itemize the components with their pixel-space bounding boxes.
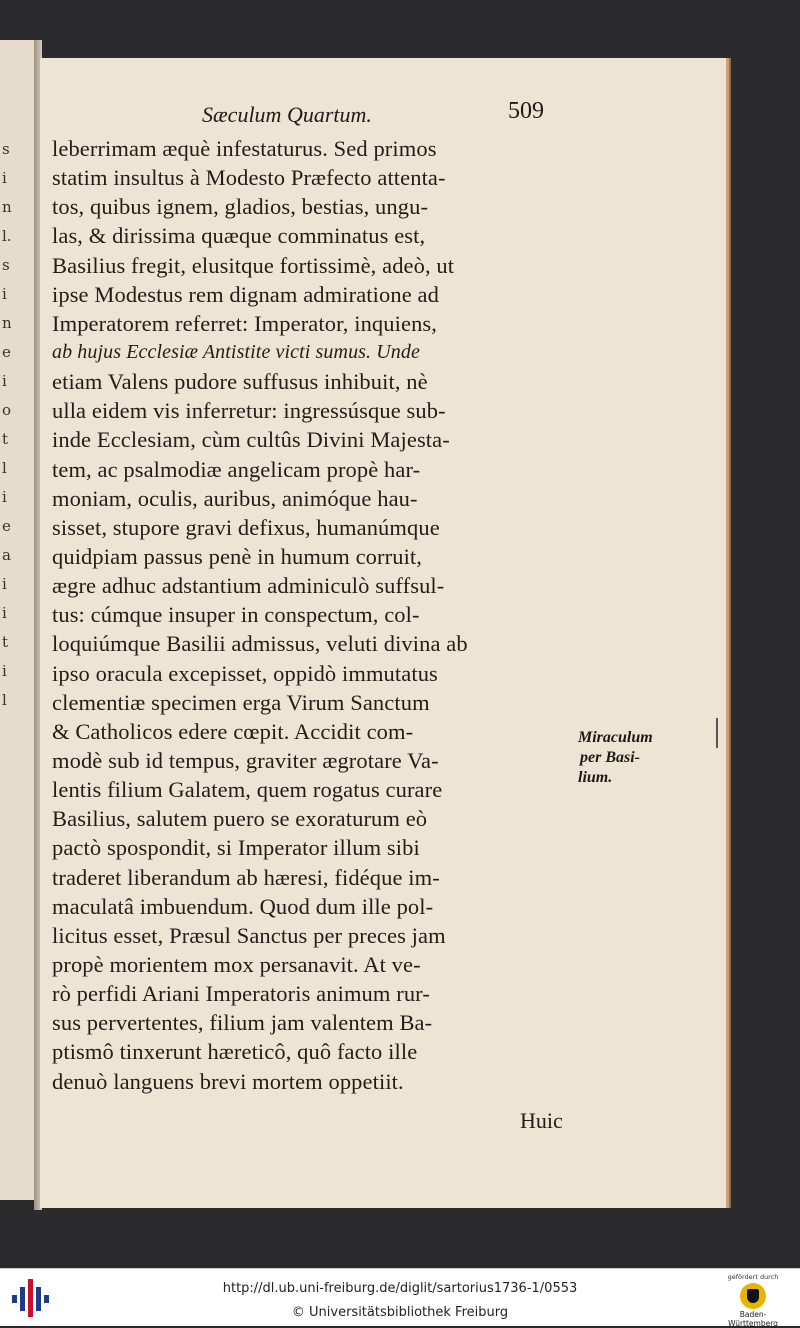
sponsor-block[interactable] bbox=[716, 1273, 790, 1328]
left-page-fragment: s bbox=[2, 140, 10, 158]
body-text bbox=[52, 134, 572, 1096]
left-page-fragment: i bbox=[2, 575, 7, 593]
text-line: tos, quibus ignem, gladios, bestias, ungu- bbox=[52, 194, 429, 220]
text-line: rò perfidi Ariani Imperatoris animum rur- bbox=[52, 981, 430, 1007]
marginal-note-line: per Basi- bbox=[580, 749, 640, 766]
left-page-fragment: i bbox=[2, 488, 7, 506]
text-line: ipse Modestus rem dignam admiratione ad bbox=[52, 281, 439, 307]
sponsor-label: gefördert durch bbox=[727, 1273, 779, 1281]
viewer-footer bbox=[0, 1268, 800, 1326]
left-page-fragment: n bbox=[2, 198, 12, 216]
left-page-fragment: i bbox=[2, 372, 7, 390]
text-line: statim insultus à Modesto Præfecto attenta- bbox=[52, 165, 446, 191]
marginal-note-line: lium. bbox=[578, 769, 613, 786]
left-page-fragment: a bbox=[2, 546, 11, 564]
text-line: maculatâ imbuendum. Quod dum ille pol- bbox=[52, 893, 434, 919]
text-line: sisset, stupore gravi defixus, humanúmque bbox=[52, 514, 440, 540]
left-page-fragment: i bbox=[2, 285, 7, 303]
page-header bbox=[40, 98, 726, 132]
page-edge-mark bbox=[716, 718, 718, 748]
book-page bbox=[40, 58, 729, 1208]
text-line: Basilius fregit, elusitque fortissimè, adeò, ut bbox=[52, 252, 455, 278]
sponsor-name: Baden-Württemberg bbox=[728, 1310, 778, 1328]
left-page-fragment: t bbox=[2, 633, 9, 651]
text-line: quidpiam passus penè in humum corruit, bbox=[52, 543, 422, 569]
text-line: & Catholicos edere cœpit. Accidit com- bbox=[52, 718, 414, 744]
text-line: modè sub id tempus, graviter ægrotare Va- bbox=[52, 747, 439, 773]
text-line: propè morientem mox persanavit. At ve- bbox=[52, 951, 421, 977]
marginal-note bbox=[578, 728, 718, 788]
left-page-fragment: i bbox=[2, 604, 7, 622]
text-line: leberrimam æquè infestaturus. Sed primos bbox=[52, 136, 437, 161]
text-line: sus pervertentes, filium jam valentem Ba- bbox=[52, 1010, 433, 1036]
text-line: inde Ecclesiam, cùm cultûs Divini Majesta- bbox=[52, 427, 450, 453]
text-line: ulla eidem vis inferretur: ingressúsque sub- bbox=[52, 398, 446, 424]
text-line: ptismô tinxerunt hæreticô, quô facto ille bbox=[52, 1039, 418, 1065]
page-number: 509 bbox=[508, 98, 544, 124]
catchword: Huic bbox=[520, 1108, 563, 1133]
text-line: Basilius, salutem puero se exoraturum eò bbox=[52, 806, 428, 832]
left-page-fragment: l. bbox=[2, 227, 12, 245]
text-line: ab hujus Ecclesiæ Antistite victi sumus. Unde bbox=[52, 340, 420, 363]
left-page-fragment: t bbox=[2, 430, 9, 448]
left-page-edge bbox=[0, 40, 36, 1200]
left-page-fragment: s bbox=[2, 256, 10, 274]
left-page-fragment: l bbox=[2, 691, 7, 709]
copyright-notice: © Universitätsbibliothek Freiburg bbox=[291, 1305, 509, 1320]
left-page-fragment: e bbox=[2, 517, 11, 535]
state-crest-icon bbox=[740, 1283, 766, 1309]
running-head: Sæculum Quartum. bbox=[202, 102, 372, 127]
text-line: lentis filium Galatem, quem rogatus curare bbox=[52, 777, 443, 803]
left-page-fragment: o bbox=[2, 401, 12, 419]
text-line: licitus esset, Præsul Sanctus per preces jam bbox=[52, 922, 446, 948]
text-line: tus: cúmque insuper in conspectum, col- bbox=[52, 602, 420, 628]
left-page-fragment: i bbox=[2, 169, 7, 187]
text-line: loquiúmque Basilii admissus, veluti divina ab bbox=[52, 631, 468, 657]
text-line: denuò languens brevi mortem oppetiit. bbox=[52, 1068, 404, 1094]
left-page-fragment: n bbox=[2, 314, 12, 332]
text-line: etiam Valens pudore suffusus inhibuit, nè bbox=[52, 369, 428, 395]
text-line: tem, ac psalmodiæ angelicam propè har- bbox=[52, 456, 421, 482]
left-page-fragment: e bbox=[2, 343, 11, 361]
permalink-url[interactable]: http://dl.ub.uni-freiburg.de/diglit/sartorius1736-1/0553 bbox=[222, 1281, 578, 1296]
text-line: moniam, oculis, auribus, animóque hau- bbox=[52, 485, 418, 511]
text-line: pactò spospondit, si Imperator illum sibi bbox=[52, 835, 420, 861]
text-line: clementiæ specimen erga Virum Sanctum bbox=[52, 689, 430, 715]
text-line: las, & dirissima quæque comminatus est, bbox=[52, 223, 426, 249]
text-line: ipso oracula excepisset, oppidò immutatus bbox=[52, 660, 438, 686]
left-page-fragment: i bbox=[2, 662, 7, 680]
text-line: ægre adhuc adstantium adminiculò suffsul- bbox=[52, 573, 445, 599]
text-line: Imperatorem referret: Imperator, inquiens, bbox=[52, 310, 437, 336]
marginal-note-line: Miraculum bbox=[578, 729, 653, 746]
text-line: traderet liberandum ab hæresi, fidéque im- bbox=[52, 864, 440, 890]
left-page-fragment: l bbox=[2, 459, 7, 477]
